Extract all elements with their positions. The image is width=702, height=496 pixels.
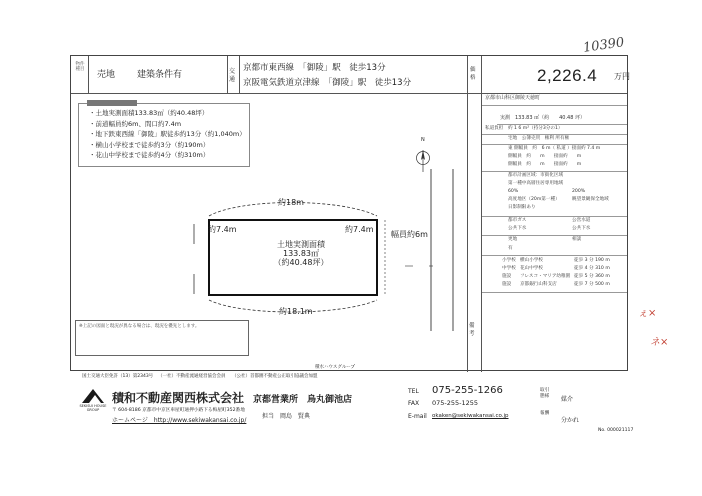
remarks-caption: 備考 xyxy=(469,323,475,338)
facility-category: 施設 xyxy=(502,282,512,287)
other-zone: 日影制限あり xyxy=(508,205,536,210)
transaction: 有 xyxy=(508,246,513,251)
zoning: 都市計画区域：市街化区域 xyxy=(508,173,564,178)
private-road: 私道負担 約 1 6 m²（持分3分の1） xyxy=(485,126,563,131)
feature-item: ・花山中学校まで徒歩約4分（約310m） xyxy=(89,151,210,159)
license-number: 国土交通大臣免許（13）第2343号 xyxy=(82,374,154,379)
notes-box xyxy=(75,320,249,356)
handwritten-margin-1: ぇ× xyxy=(638,308,657,319)
building-condition: 建築条件有 xyxy=(137,70,183,80)
tel-number[interactable]: 075-255-1266 xyxy=(432,385,503,396)
height-district: 高度地区（20m第一種） xyxy=(508,197,560,202)
facility-distance: 徒歩 4 分 310 m xyxy=(574,266,610,271)
facility-category: 中学校 xyxy=(502,266,516,271)
feature-item: ・地下鉄東西線「御陵」駅徒歩約13分（約1,040m） xyxy=(89,130,246,138)
association-2: （公社）首都圏不動産公正取引協議会加盟 xyxy=(232,374,318,379)
office-name: 京都営業所 烏丸御池店 xyxy=(253,395,353,405)
delivery: 相談 xyxy=(572,237,582,242)
homepage-link[interactable]: ホームページ http://www.sekiwakansai.co.jp/ xyxy=(112,417,247,424)
drain: 公共下水 xyxy=(572,226,591,231)
facility-distance: 徒歩 7 分 500 m xyxy=(574,282,610,287)
bottom-dimension: 約18.1m xyxy=(279,307,313,316)
header-left-caption: 物件 種目 xyxy=(75,62,85,73)
left-dimension: 約7.4m xyxy=(208,225,237,234)
facility-name: フレスコ・マリア幼稚園 xyxy=(520,274,571,279)
facility-category: 施設 xyxy=(502,274,512,279)
trade-type-value: 媒介 xyxy=(561,396,574,403)
facility-name: 京都銀行山科支店 xyxy=(520,282,557,287)
bcr: 60% xyxy=(508,189,519,194)
feature-item: ・土地実測面積133.83㎡（約40.48坪） xyxy=(89,109,209,117)
trade-type-label: 取引態様 xyxy=(540,388,550,399)
area-title: 土地実測面積 xyxy=(277,240,325,249)
staff-name: 担当 岡島 賢典 xyxy=(262,413,311,420)
price-unit: 万円 xyxy=(614,72,630,81)
facility-distance: 徒歩 5 分 360 m xyxy=(574,274,610,279)
price-caption: 価格 xyxy=(470,67,476,82)
fax-number: 075-255-1255 xyxy=(432,399,479,407)
property-type: 売地 xyxy=(97,70,116,80)
price-value: 2,226.4 xyxy=(537,66,598,85)
plot-area-label xyxy=(256,241,346,267)
use-district: 第一種中高層住居専用地域 xyxy=(508,181,564,186)
road-row: 側幅員 約 m 接面約 m xyxy=(508,162,582,167)
far: 200% xyxy=(572,189,586,194)
station-line-1: 京都市東西線 「御陵」駅 徒歩13分 xyxy=(243,63,386,73)
handwritten-number: 10390 xyxy=(582,35,626,56)
company-address: 〒 604-8186 京都市中京区車屋町通押小路下る梅屋町352番地 xyxy=(112,408,245,413)
right-dimension: 約7.4m xyxy=(345,225,374,234)
company-logo xyxy=(80,387,106,403)
notes-text: ※上記の図面と現況が異なる場合は、現況を優先とします。 xyxy=(79,324,200,329)
listing-sheet xyxy=(70,55,628,371)
logo-caption: SEKISUI HOUSE GROUP xyxy=(79,404,107,413)
fax-label: FAX xyxy=(408,400,420,407)
sewer: 公共下水 xyxy=(508,226,527,231)
north-arrow-icon xyxy=(416,148,430,174)
email-label: E-mail xyxy=(408,413,427,420)
tel-label: TEL xyxy=(408,388,419,395)
handwritten-margin-2: ネ× xyxy=(650,337,669,348)
landscape-zone: 眺望景観保全地域 xyxy=(572,197,609,202)
transport-caption: 交通 xyxy=(229,68,236,84)
land-rights: 宅地 公簿売買 権利 所有権 xyxy=(508,136,570,141)
feature-item: ・横山小学校まで徒歩約3分（約190m） xyxy=(89,140,210,149)
road-row: 側幅員 約 m 接面約 m xyxy=(508,154,582,159)
area-tsubo: （約40.48坪） xyxy=(273,258,329,267)
land-area: 実測 133.83 ㎡（約 40.48 坪） xyxy=(500,115,585,121)
gas: 都市ガス xyxy=(508,218,527,223)
road-width: 幅員約6m xyxy=(391,230,428,239)
document-number: No. 000021117 xyxy=(598,428,634,433)
association-1: （一社）不動産流通経営協会会員 xyxy=(158,374,226,379)
fee-value: 分かれ xyxy=(561,417,580,424)
address: 京都市山科区御陵天徳町 xyxy=(485,95,541,101)
water: 公営水道 xyxy=(572,218,591,223)
features-tab xyxy=(87,100,137,106)
area-m2: 133.83㎡ xyxy=(283,249,319,258)
email-address[interactable]: okaken@sekiwakansai.co.jp xyxy=(432,413,509,419)
road-row: 東 側幅員 約 6 m（ 私道 ）接面約 7.4 m xyxy=(508,146,601,151)
station-line-2: 京阪電気鉄道京津線 「御陵」駅 徒歩13分 xyxy=(243,78,412,88)
top-dimension: 約18m xyxy=(278,198,304,207)
fee-label: 報酬 xyxy=(540,411,550,416)
current-status: 更地 xyxy=(508,237,518,242)
feature-item: ・前道幅員約6m、間口約7.4m xyxy=(89,119,182,128)
details-panel xyxy=(482,56,627,372)
company-name: 積和不動産関西株式会社 xyxy=(112,391,245,405)
facility-name: 花山中学校 xyxy=(520,266,543,271)
group-line: 積水ハウスグループ xyxy=(315,365,356,370)
facility-name: 横山小学校 xyxy=(520,258,543,263)
north-label: N xyxy=(421,137,425,143)
facility-distance: 徒歩 3 分 190 m xyxy=(574,258,610,263)
facility-category: 小学校 xyxy=(502,258,516,263)
